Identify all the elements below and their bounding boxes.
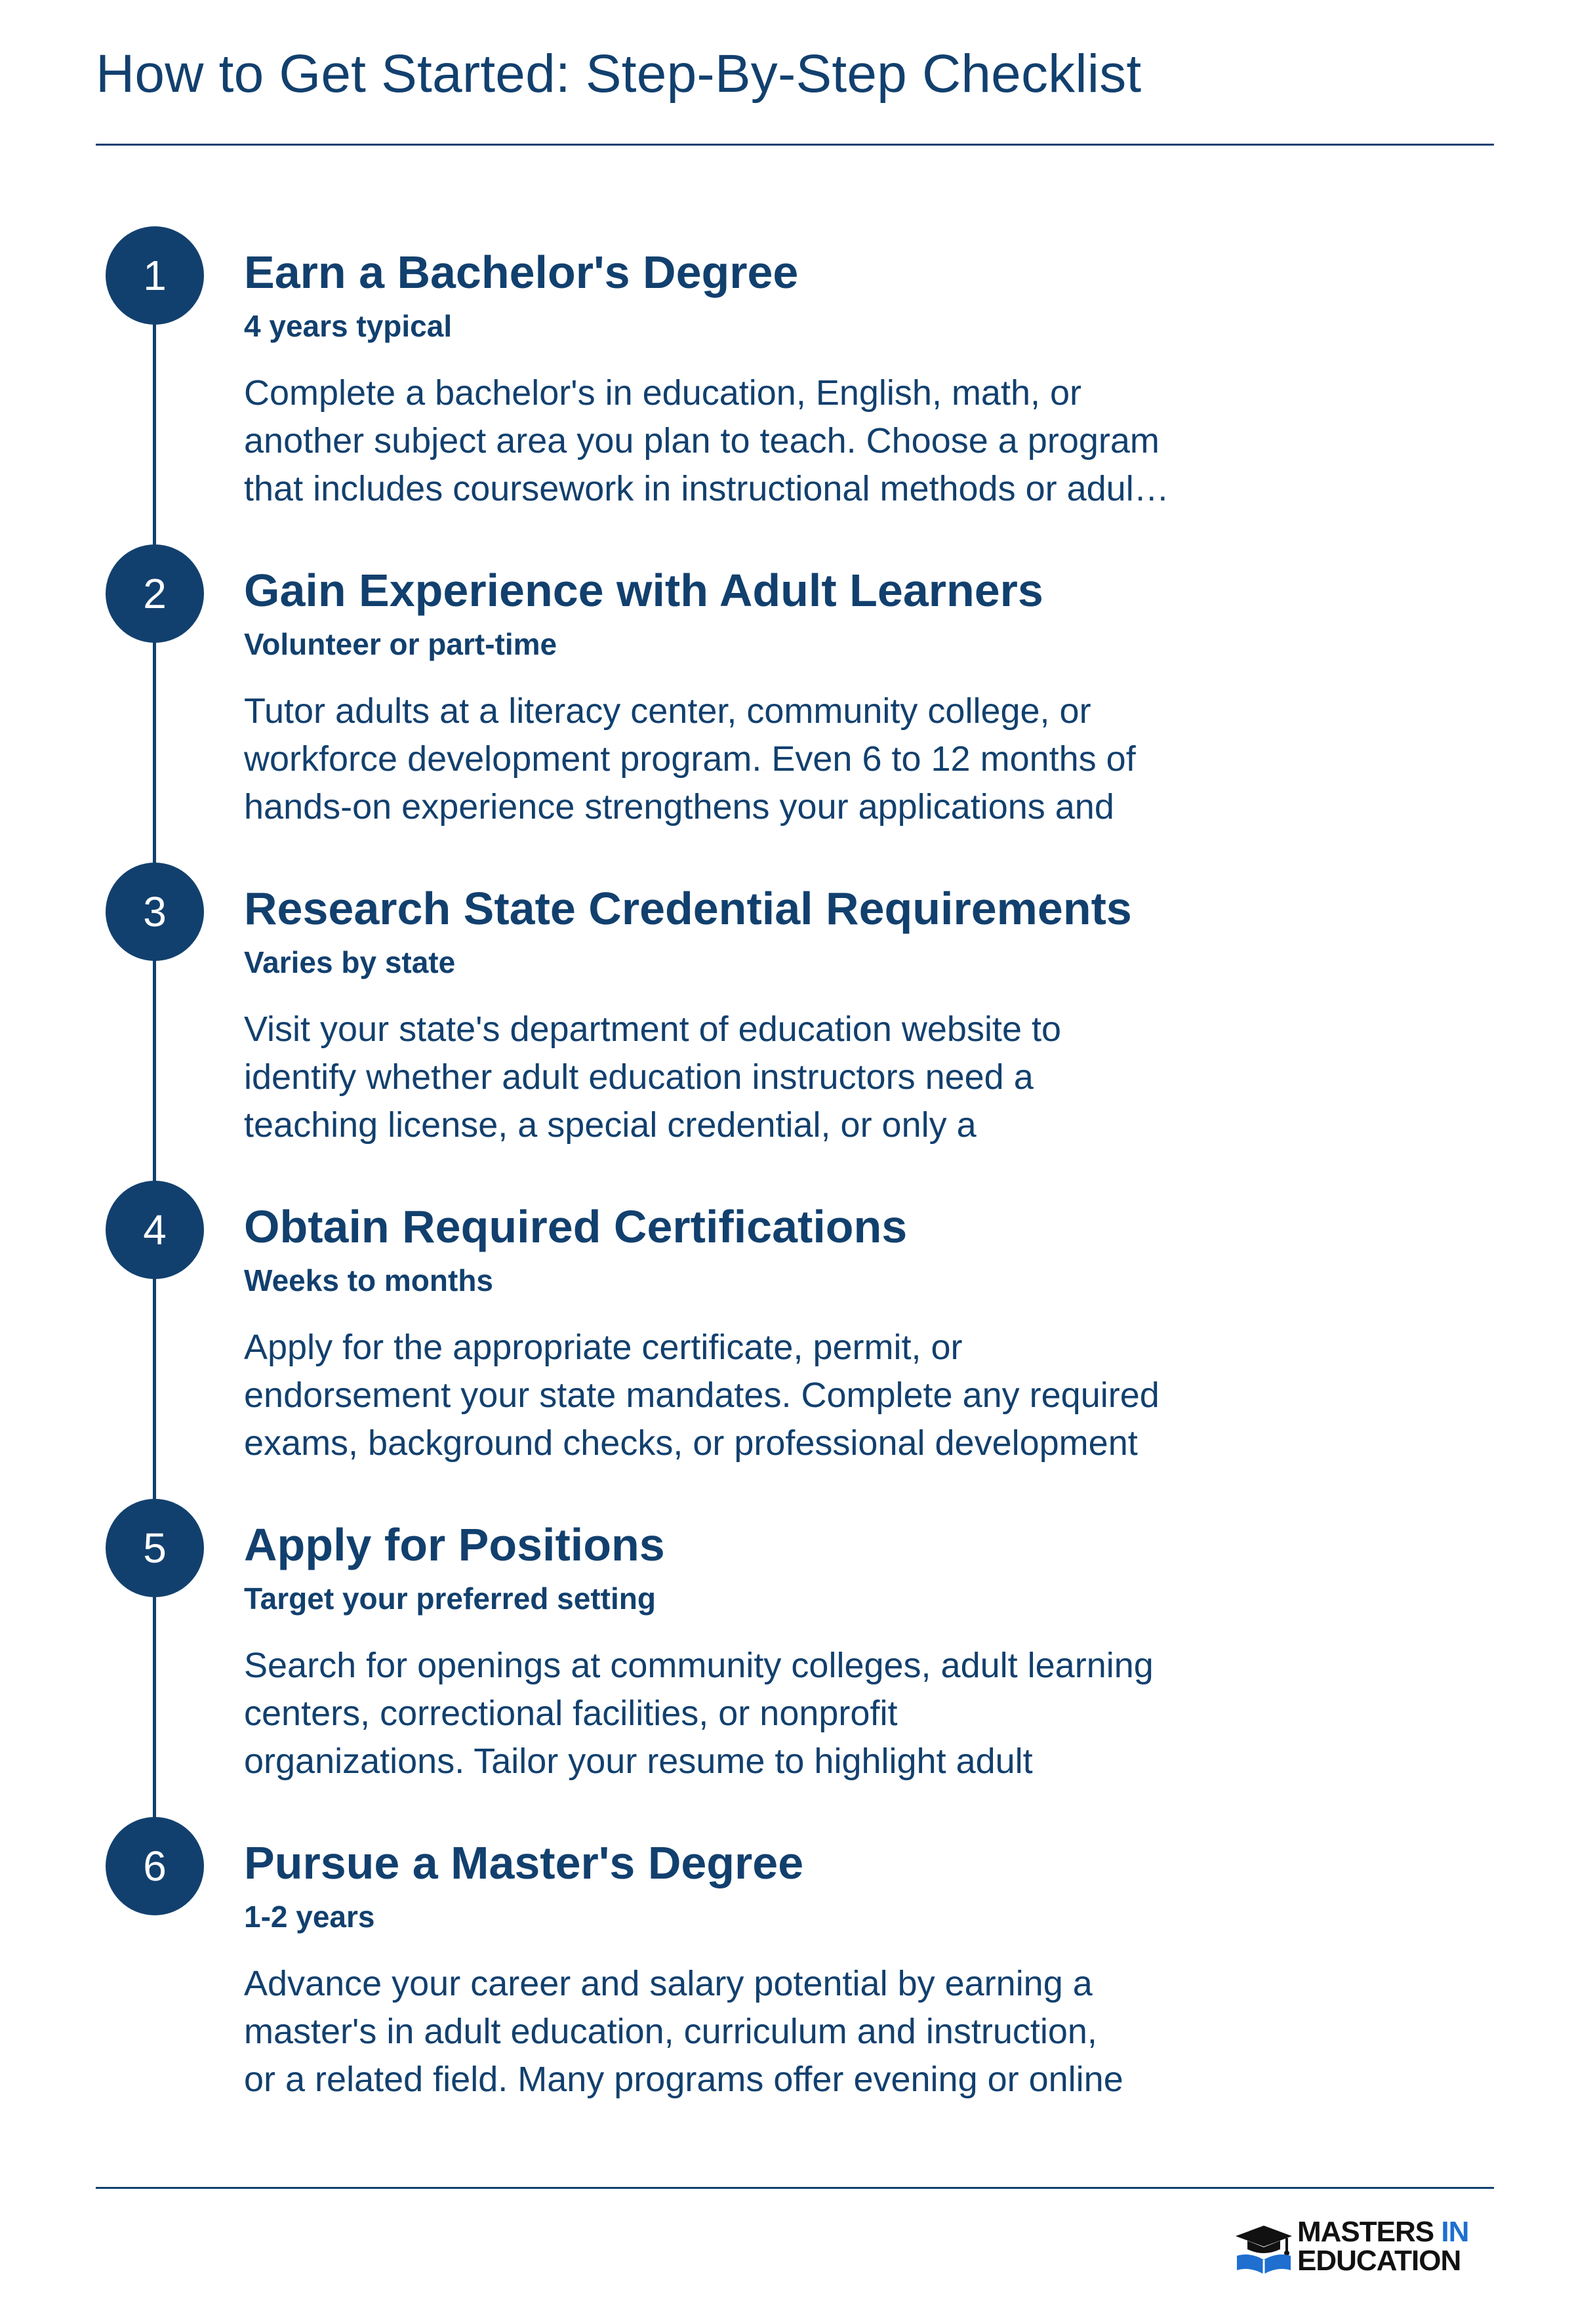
page-title: How to Get Started: Step-By-Step Checklist	[96, 44, 1142, 104]
description-line: Visit your state's department of education website to	[244, 1009, 1062, 1049]
step-title: Earn a Bachelor's Degree	[244, 247, 799, 298]
footer-divider	[96, 2187, 1494, 2189]
description-line: centers, correctional facilities, or nonprofit	[244, 1694, 898, 1733]
step-duration: Volunteer or part-time	[244, 627, 557, 661]
step-description	[244, 369, 1241, 513]
description-line: workforce development program. Even 6 to 12 months of	[244, 739, 1136, 779]
logo-word-masters: MASTERS	[1297, 2216, 1434, 2248]
step-duration: Varies by state	[244, 945, 456, 979]
step-title: Gain Experience with Adult Learners	[244, 565, 1043, 616]
step-number-badge: 4	[106, 1181, 204, 1279]
step-description	[244, 1324, 1241, 1467]
step-title: Research State Credential Requirements	[244, 883, 1132, 934]
step-duration: 1-2 years	[244, 1900, 375, 1934]
description-line: another subject area you plan to teach. Choose a program	[244, 421, 1160, 460]
graduation-cap-book-icon	[1234, 2223, 1293, 2275]
description-line: master's in adult education, curriculum and instruction,	[244, 2012, 1097, 2051]
logo-word-in: IN	[1441, 2216, 1469, 2248]
step-number-badge: 2	[106, 544, 204, 643]
step-description	[244, 1006, 1241, 1149]
step-4	[0, 1181, 1574, 1482]
step-title: Obtain Required Certifications	[244, 1201, 908, 1252]
logo-wordmark	[1297, 2218, 1468, 2275]
step-2	[0, 544, 1574, 846]
description-line: or a related field. Many programs offer evening or online	[244, 2060, 1123, 2099]
step-description	[244, 687, 1241, 831]
description-line: organizations. Tailor your resume to highlight adult	[244, 1742, 1033, 1781]
description-line: that includes coursework in instructional methods or adul…	[244, 469, 1169, 508]
step-number-badge: 5	[106, 1499, 204, 1597]
description-line: endorsement your state mandates. Complete any required	[244, 1376, 1160, 1415]
description-line: Complete a bachelor's in education, English, math, or	[244, 373, 1082, 413]
step-number-badge: 1	[106, 226, 204, 325]
step-title: Pursue a Master's Degree	[244, 1837, 804, 1888]
description-line: Advance your career and salary potential by earning a	[244, 1964, 1093, 2003]
step-title: Apply for Positions	[244, 1519, 665, 1570]
step-number-badge: 3	[106, 863, 204, 961]
step-duration: 4 years typical	[244, 309, 453, 343]
step-number-badge: 6	[106, 1817, 204, 1915]
step-3	[0, 863, 1574, 1164]
title-divider	[96, 144, 1494, 146]
description-line: Tutor adults at a literacy center, community college, or	[244, 691, 1091, 731]
step-1	[0, 226, 1574, 528]
step-description	[244, 1642, 1241, 1785]
step-6	[0, 1817, 1574, 2119]
logo-word-education: EDUCATION	[1297, 2245, 1461, 2277]
step-description	[244, 1960, 1241, 2104]
masters-in-education-logo	[1234, 2215, 1497, 2281]
step-5	[0, 1499, 1574, 1801]
step-duration: Target your preferred setting	[244, 1581, 656, 1616]
description-line: Apply for the appropriate certificate, permit, or	[244, 1328, 963, 1367]
description-line: identify whether adult education instructors need a	[244, 1057, 1034, 1097]
description-line: Search for openings at community colleges, adult learning	[244, 1646, 1154, 1685]
description-line: exams, background checks, or professional development	[244, 1423, 1138, 1463]
description-line: hands-on experience strengthens your applications and	[244, 787, 1114, 826]
step-duration: Weeks to months	[244, 1263, 493, 1297]
description-line: teaching license, a special credential, or only a	[244, 1105, 977, 1145]
